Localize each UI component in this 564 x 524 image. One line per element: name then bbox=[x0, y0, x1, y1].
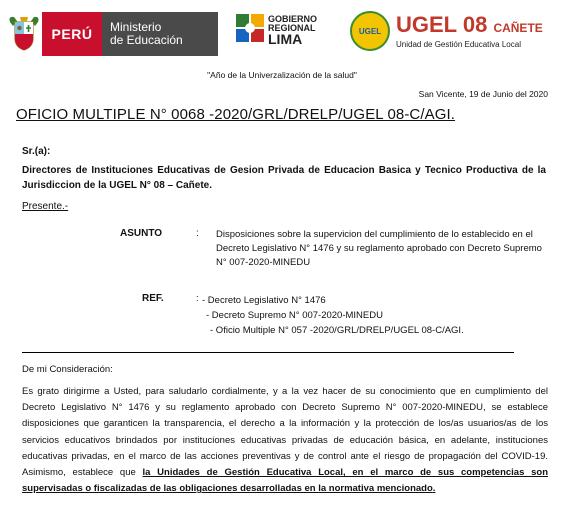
section-divider bbox=[22, 352, 514, 353]
gobierno-line-3: LIMA bbox=[268, 30, 303, 47]
ref-label: REF. bbox=[142, 293, 164, 304]
salutation: Sr.(a): bbox=[22, 146, 51, 157]
reference-item: - Decreto Legislativo N° 1476 bbox=[202, 295, 326, 306]
ministerio-line-2: de Educación bbox=[110, 33, 183, 47]
gobierno-line-2: REGIONAL bbox=[268, 22, 316, 33]
ugel-subtitle: Unidad de Gestión Educativa Local bbox=[396, 39, 521, 49]
ugel-title-suffix: CAÑETE bbox=[493, 20, 543, 35]
gobierno-regional-logo bbox=[236, 14, 328, 46]
body-paragraph bbox=[22, 384, 548, 497]
oficio-title: OFICIO MULTIPLE N° 0068 -2020/GRL/DRELP/UGEL 08-C/AGI. bbox=[16, 106, 456, 123]
asunto-text: Disposiciones sobre la supervicion del cumplimiento de lo establecido en el Decreto Legislativo N° 1476 y su reglamento aprobado con Decreto Supremo N° 007-2020-MINEDU bbox=[216, 229, 542, 268]
ugel-title-main: UGEL 08 bbox=[396, 11, 488, 37]
paragraph-highlight: la Unidades de Gestión Educativa Local, en el marco de sus competencias son supervisadas o fiscalizadas de las obligaciones desarrolladas en la normativa mencionado bbox=[22, 467, 548, 495]
reference-item: - Oficio Multiple N° 057 -2020/GRL/DRELP/UGEL 08-C/AGI. bbox=[210, 325, 464, 336]
minedu-logo bbox=[6, 12, 218, 56]
reference-item: - Decreto Supremo N° 007-2020-MINEDU bbox=[206, 310, 383, 321]
presente-label: Presente.- bbox=[22, 201, 69, 212]
gobierno-line-1: GOBIERNO bbox=[268, 13, 318, 24]
ref-colon: : bbox=[196, 293, 199, 304]
ugel-title bbox=[396, 11, 543, 39]
paragraph-end: . bbox=[432, 483, 436, 495]
ministerio-line-1: Ministerio bbox=[110, 20, 162, 34]
year-motto: "Año de la Univerzalización de la salud" bbox=[207, 70, 357, 80]
reference-list bbox=[202, 293, 464, 338]
asunto-colon: : bbox=[196, 228, 199, 239]
peru-coat-of-arms-icon bbox=[6, 12, 42, 56]
recipients: Directores de Instituciones Educativas de Gesion Privada de Educacion Basica y Tecnico Productiva de la Jurisdiccion de la UGEL N° 08 – Cañete. bbox=[22, 165, 546, 191]
peru-label: PERÚ bbox=[42, 12, 102, 56]
ugel-seal-icon bbox=[350, 11, 390, 51]
consideracion: De mi Consideración: bbox=[22, 364, 113, 375]
ugel-logo bbox=[350, 10, 558, 52]
ugel-seal-text: UGEL bbox=[358, 26, 382, 36]
paragraph-text: Es grato dirigirme a Usted, para saludarlo cordialmente, y a la vez hacer de su conocimiento que en cumplimiento del Decreto Legislativo N° 1476 y su reglamento aprobado con Decreto Supremo N° 007-2020-MINEDU, se establece disposiciones que garanticen la transparencia, el derecho a la información y la protección de los/as usuarios/as de los servicios educativos brindados por instituciones educativas privadas de educación básica, en adelante, instituciones educativas privadas, en el marco de las acciones preventivas y de control ante el riesgo de propagación del COVID-19. Asimismo, establece que bbox=[22, 386, 548, 479]
asunto-label: ASUNTO bbox=[120, 228, 163, 239]
ministerio-label bbox=[102, 12, 218, 56]
document-date: San Vicente, 19 de Junio del 2020 bbox=[418, 89, 548, 99]
gobierno-regional-lima-icon bbox=[236, 14, 264, 47]
